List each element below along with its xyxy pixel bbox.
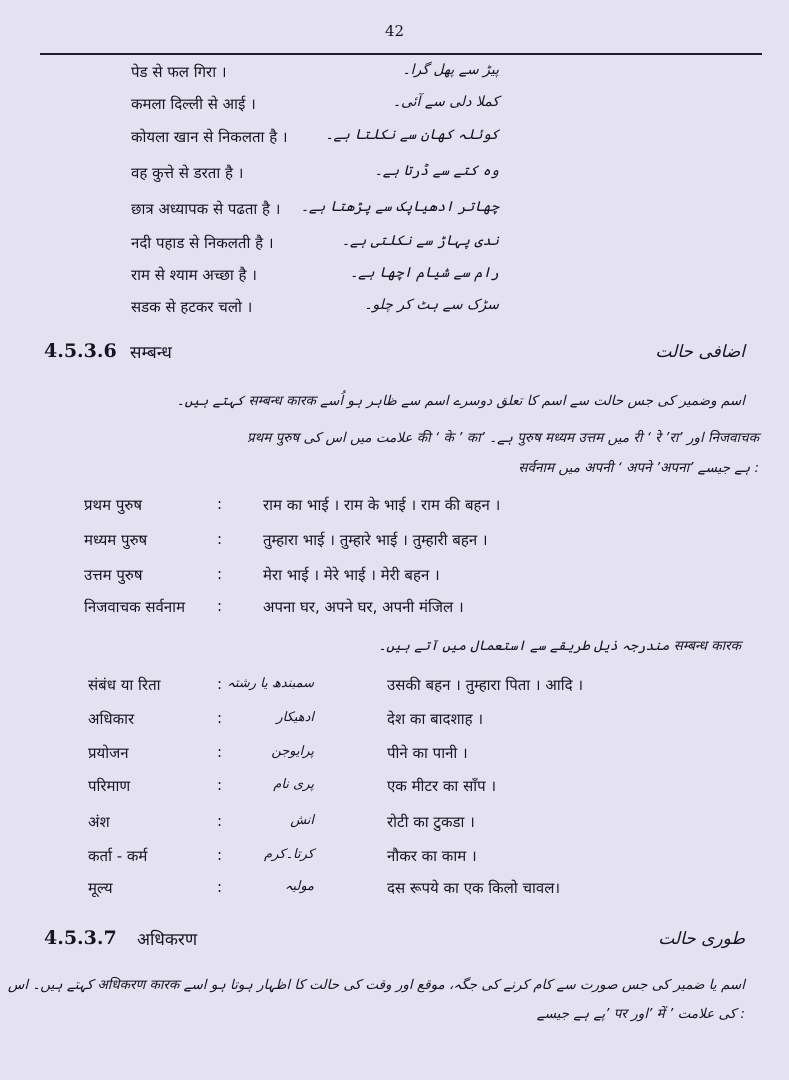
pronoun-row xyxy=(0,495,789,525)
example-urdu: کوئلہ کھان سے نکلتا ہے۔ xyxy=(325,127,499,143)
example-hindi: राम से श्याम अच्छा है । xyxy=(131,266,257,284)
example-hindi: छात्र अध्यापक से पढता है । xyxy=(131,200,281,218)
pronoun-example: मेरा भाई । मेरे भाई । मेरी बहन । xyxy=(263,566,440,584)
section-intro-line: اسم وضمیر کی جس حالت سے اسم کا تعلق دوسرے اسم سے ظاہر ہو اُسے सम्बन्ध कारक کہتے ہیں۔ xyxy=(176,393,745,409)
section-hindi-title: अधिकरण xyxy=(137,930,198,950)
section-hindi-title: सम्बन्ध xyxy=(130,343,172,363)
usage-urdu: سمبندھ یا رشتہ xyxy=(227,676,314,691)
usage-row xyxy=(0,878,789,908)
usage-example: नौकर का काम । xyxy=(387,847,477,865)
example-hindi: कोयला खान से निकलता है । xyxy=(131,128,288,146)
usage-urdu: مولیہ xyxy=(284,879,314,894)
separator: : xyxy=(217,846,223,864)
header-rule xyxy=(40,53,762,55)
pronoun-example: तुम्हारा भाई । तुम्हारे भाई । तुम्हारी बहन । xyxy=(263,531,488,549)
separator: : xyxy=(217,709,223,727)
pronoun-label: मध्यम पुरुष xyxy=(84,531,148,549)
separator: : xyxy=(217,530,223,548)
section-number: 4.5.3.6 xyxy=(44,340,117,362)
usage-row xyxy=(0,776,789,806)
separator: : xyxy=(217,743,223,761)
separator: : xyxy=(217,675,223,693)
usage-row xyxy=(0,675,789,705)
example-urdu: کملا دلی سے آئی۔ xyxy=(392,94,499,110)
usage-row xyxy=(0,709,789,739)
usage-example: एक मीटर का साँप । xyxy=(387,777,497,795)
usage-example: पीने का पानी । xyxy=(387,744,468,762)
pronoun-row xyxy=(0,597,789,627)
usage-label: अधिकार xyxy=(88,710,135,728)
usage-example: दस रूपये का एक किलो चावल। xyxy=(387,879,561,897)
pronoun-label: प्रथम पुरुष xyxy=(84,496,143,514)
example-row xyxy=(0,94,789,124)
separator: : xyxy=(217,878,223,896)
usage-urdu: پری نام xyxy=(273,777,314,792)
example-urdu: سڑک سے ہٹ کر چلو۔ xyxy=(364,297,499,313)
usage-example: देश का बादशाह । xyxy=(387,710,484,728)
example-urdu: وہ کتے سے ڈرتا ہے۔ xyxy=(374,163,499,179)
usage-urdu: ادھیکار xyxy=(276,710,314,725)
section-intro-line: : کی علامت ’ में ’اور पर ’پے ہے جیسے xyxy=(536,1006,745,1022)
example-urdu: ندی پہاڑ سے نکلتی ہے۔ xyxy=(341,233,499,249)
usage-example: उसकी बहन । तुम्हारा पिता । आदि । xyxy=(387,676,584,694)
example-urdu: چھاتر ادھیاپک سے پڑھتا ہے۔ xyxy=(300,199,499,215)
page-number: 42 xyxy=(384,22,405,40)
pronoun-label: उत्तम पुरुष xyxy=(84,566,143,584)
example-hindi: पेड से फल गिरा । xyxy=(131,63,227,81)
pronoun-row xyxy=(0,565,789,595)
separator: : xyxy=(217,565,223,583)
usage-row xyxy=(0,812,789,842)
example-hindi: नदी पहाड से निकलती है । xyxy=(131,234,274,252)
pronoun-example: राम का भाई । राम के भाई । राम की बहन । xyxy=(263,496,501,514)
section-intro-line: اسم یا ضمیر کی جس صورت سے کام کرنے کی جگہ، موقع اور وقت کی حالت کا اظہار ہوتا ہو اسے अधिकरण कारक کہتے ہیں۔ اس xyxy=(7,977,745,993)
example-row xyxy=(0,265,789,295)
usage-label: मूल्य xyxy=(88,879,113,897)
usage-label: कर्ता - कर्म xyxy=(88,847,148,865)
usage-row xyxy=(0,846,789,876)
separator: : xyxy=(217,495,223,513)
section-intro-line: : ہے جیسے ’अपनी ‘ अपने ’अपना میں सर्वनाम xyxy=(518,460,759,476)
example-hindi: वह कुत्ते से डरता है । xyxy=(131,164,244,182)
pronoun-label: निजवाचक सर्वनाम xyxy=(84,598,186,616)
example-row xyxy=(0,199,789,229)
section-intro-line: निजवाचक اور ’री ‘ रे ’रा میں पुरुष मध्यम उत्तम ہے۔ ’की ‘ के ’ का علامت میں اس کی प्रथम पुरुष xyxy=(246,430,759,446)
example-hindi: कमला दिल्ली से आई । xyxy=(131,95,256,113)
example-row xyxy=(0,233,789,263)
usage-label: प्रयोजन xyxy=(88,744,129,762)
example-row xyxy=(0,62,789,92)
pronoun-row xyxy=(0,530,789,560)
usage-urdu: کرتا۔کرم xyxy=(264,847,314,862)
separator: : xyxy=(217,597,223,615)
example-row xyxy=(0,163,789,193)
example-urdu: پیڑ سے پھل گرا۔ xyxy=(402,62,499,78)
section-urdu-title: طوری حالت xyxy=(658,929,745,949)
separator: : xyxy=(217,776,223,794)
section-number: 4.5.3.7 xyxy=(44,927,117,949)
usage-intro-line: सम्बन्ध कारक مندرجہ ذیل طریقے سے استعمال میں آتے ہیں۔ xyxy=(378,638,741,654)
usage-label: संबंध या रिता xyxy=(88,676,161,694)
usage-row xyxy=(0,743,789,773)
separator: : xyxy=(217,812,223,830)
usage-example: रोटी का टुकडा । xyxy=(387,813,475,831)
example-row xyxy=(0,127,789,157)
example-urdu: رام سے شیام اچھا ہے۔ xyxy=(349,265,499,281)
usage-label: अंश xyxy=(88,813,110,831)
pronoun-example: अपना घर, अपने घर, अपनी मंजिल । xyxy=(263,598,464,616)
usage-urdu: انش xyxy=(290,813,314,828)
section-urdu-title: اضافی حالت xyxy=(655,342,745,362)
usage-label: परिमाण xyxy=(88,777,131,795)
usage-urdu: پرایوجن xyxy=(271,744,314,759)
example-row xyxy=(0,297,789,327)
example-hindi: सडक से हटकर चलो । xyxy=(131,298,253,316)
